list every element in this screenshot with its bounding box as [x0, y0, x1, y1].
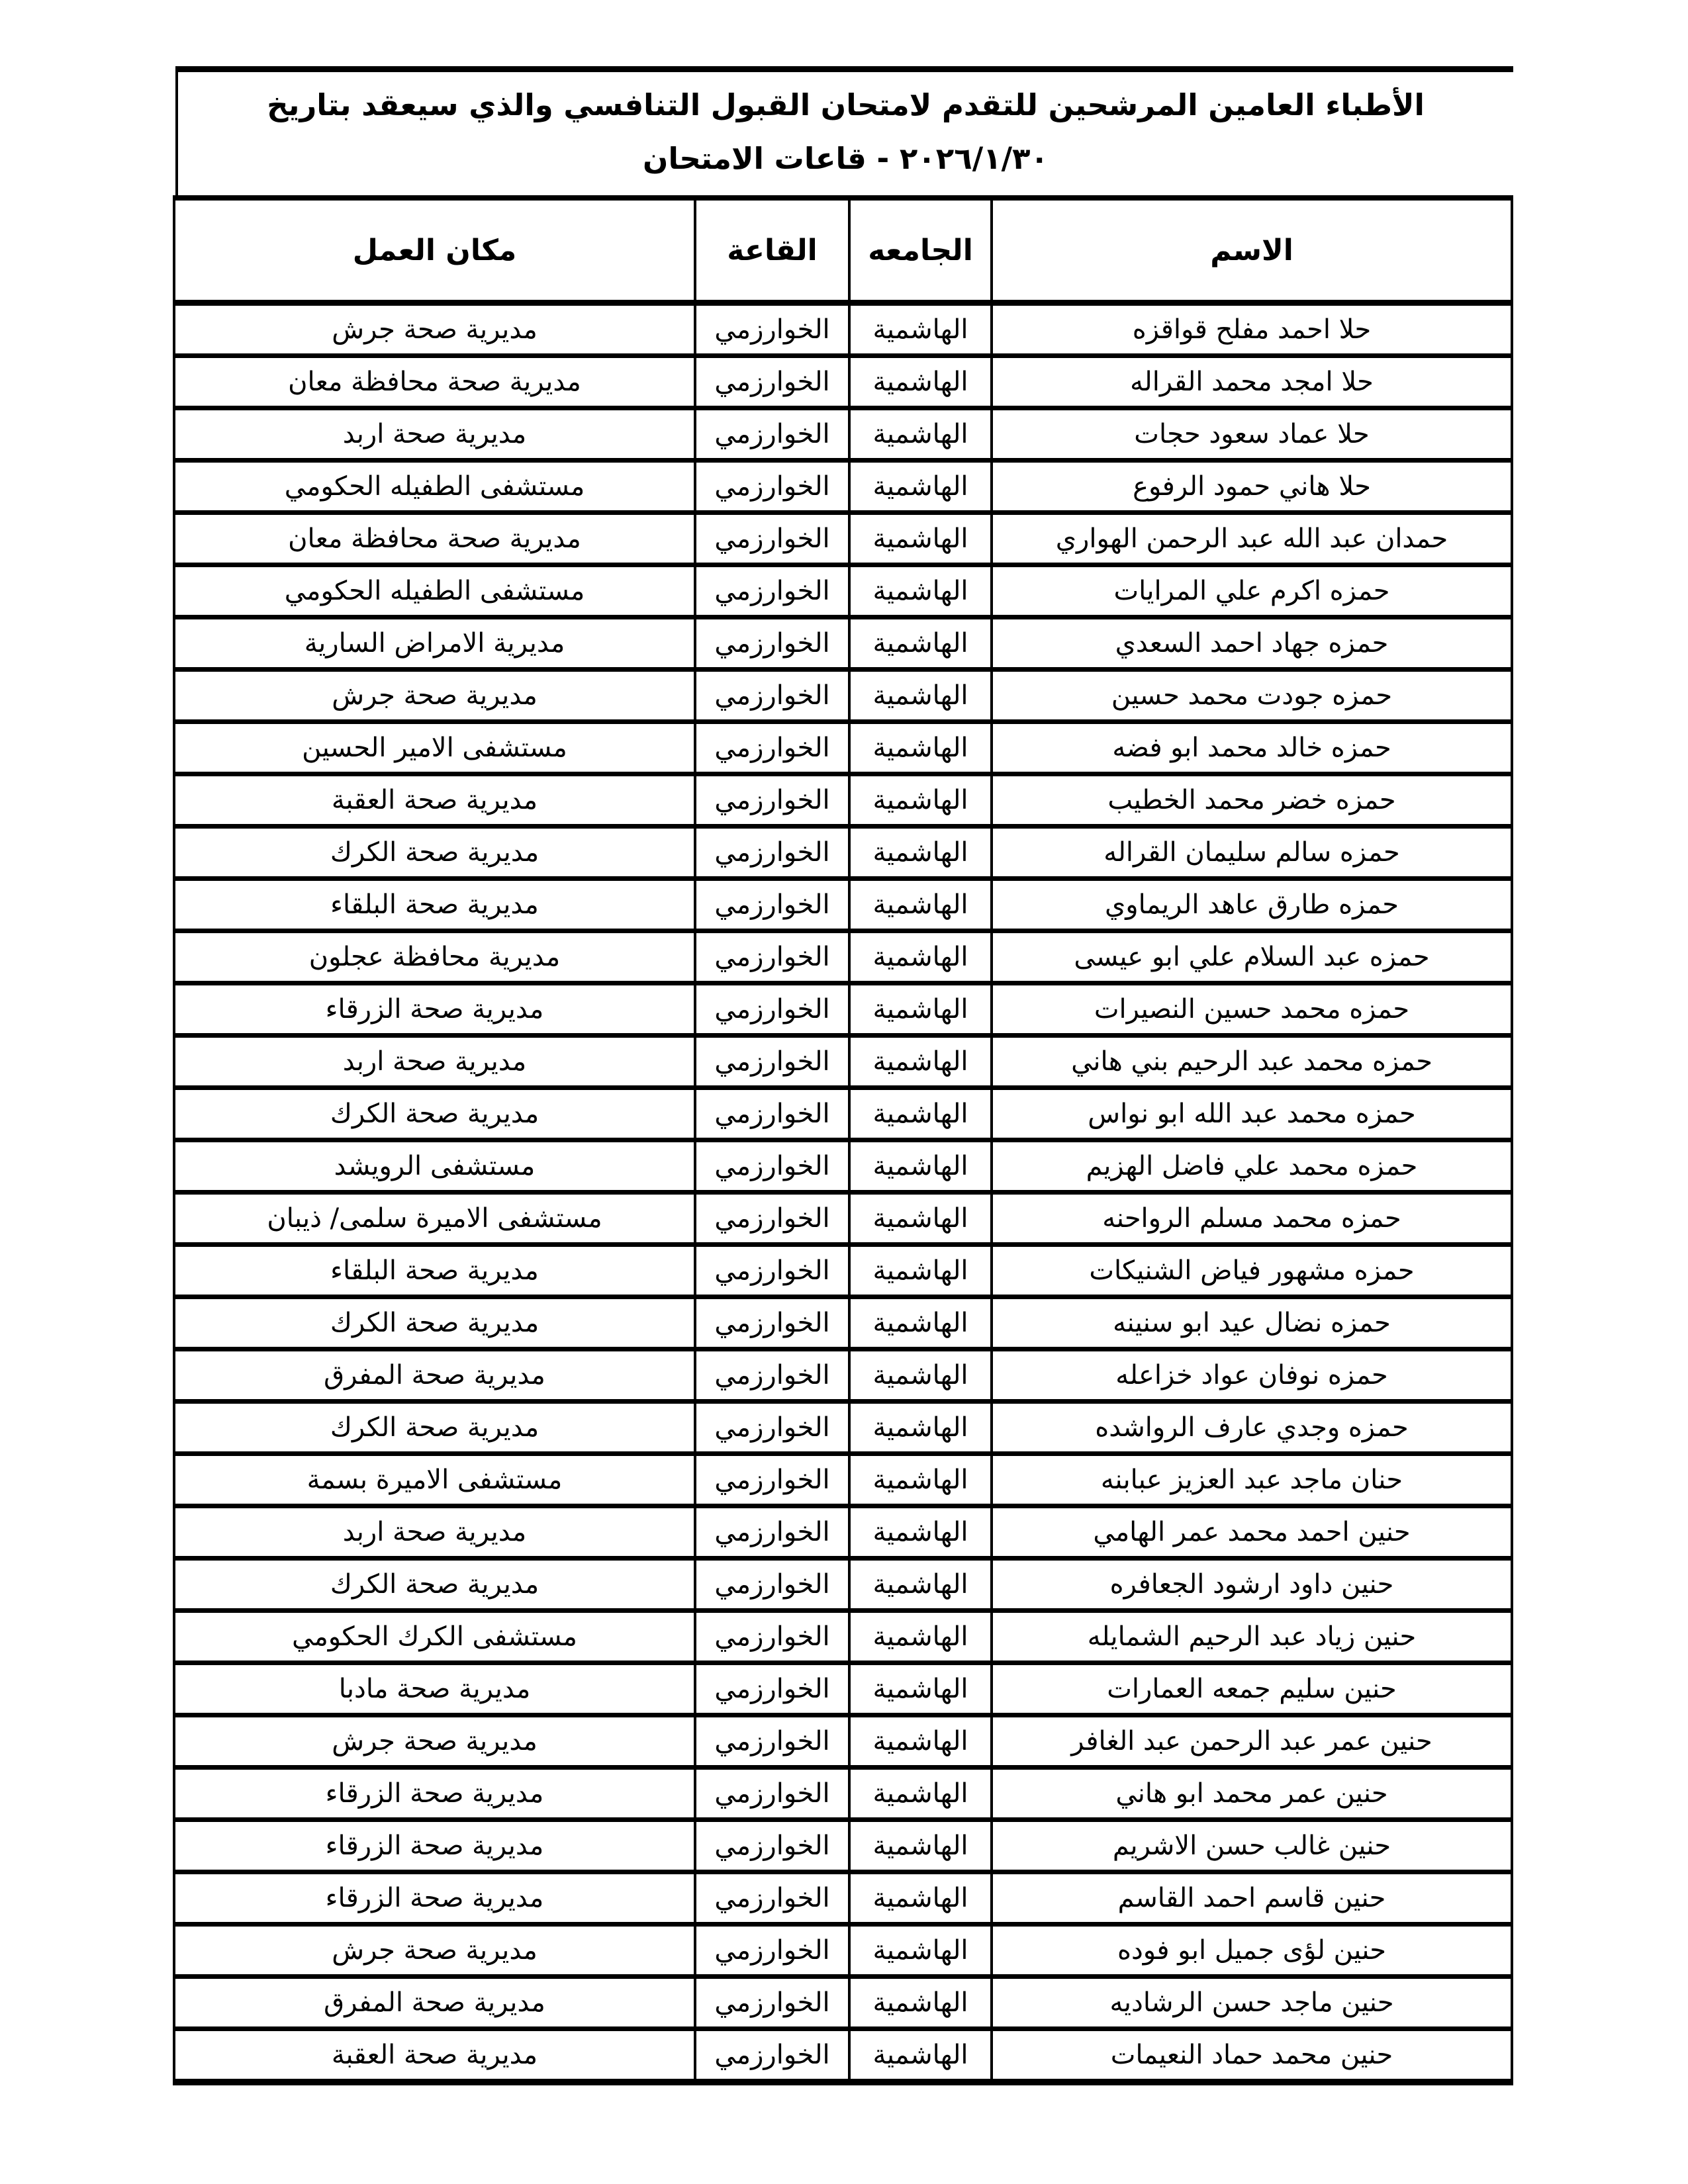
workplace-cell: مديرية صحة جرش: [174, 1925, 695, 1977]
workplace-cell: مديرية صحة الكرك: [174, 1088, 695, 1140]
table-row: [174, 1872, 1512, 1925]
name-cell: حمزه خالد محمد ابو فضه: [992, 722, 1512, 774]
name-cell: حنين احمد محمد عمر الهامي: [992, 1506, 1512, 1559]
workplace-cell: مستشفى الكرك الحكومي: [174, 1611, 695, 1663]
workplace-cell: مديرية صحة الزرقاء: [174, 1768, 695, 1820]
name-cell: حمزه طارق عاهد الريماوي: [992, 879, 1512, 931]
workplace-cell: مديرية صحة الزرقاء: [174, 1820, 695, 1872]
hall-cell: الخوارزمي: [695, 565, 849, 617]
university-cell: الهاشمية: [849, 1768, 992, 1820]
name-cell: حلا امجد محمد القراله: [992, 356, 1512, 408]
hall-cell: الخوارزمي: [695, 1715, 849, 1768]
university-cell: الهاشمية: [849, 1245, 992, 1297]
university-cell: الهاشمية: [849, 303, 992, 356]
university-cell: الهاشمية: [849, 1088, 992, 1140]
table-row: [174, 461, 1512, 513]
name-cell: حنين عمر محمد ابو هاني: [992, 1768, 1512, 1820]
name-cell: حمزه محمد حسين النصيرات: [992, 983, 1512, 1036]
table-row: [174, 408, 1512, 461]
name-cell: حمزه محمد عبد الرحيم بني هاني: [992, 1036, 1512, 1088]
hall-cell: الخوارزمي: [695, 827, 849, 879]
hall-cell: الخوارزمي: [695, 617, 849, 670]
hall-cell: الخوارزمي: [695, 1036, 849, 1088]
workplace-cell: مديرية صحة الكرك: [174, 827, 695, 879]
workplace-cell: مستشفى الاميرة سلمى/ ذيبان: [174, 1193, 695, 1245]
table-row: [174, 2029, 1512, 2083]
column-header-university: الجامعه: [849, 198, 992, 303]
name-cell: حنين غالب حسن الاشريم: [992, 1820, 1512, 1872]
hall-cell: الخوارزمي: [695, 722, 849, 774]
university-cell: الهاشمية: [849, 931, 992, 983]
table-row: [174, 513, 1512, 565]
university-cell: الهاشمية: [849, 1506, 992, 1559]
table-row: [174, 1715, 1512, 1768]
workplace-cell: مستشفى الرويشد: [174, 1140, 695, 1193]
workplace-cell: مديرية صحة البلقاء: [174, 879, 695, 931]
name-cell: حنين عمر عبد الرحمن عبد الغافر: [992, 1715, 1512, 1768]
column-header-workplace: مكان العمل: [174, 198, 695, 303]
university-cell: الهاشمية: [849, 722, 992, 774]
table-row: [174, 1454, 1512, 1506]
workplace-cell: مديرية صحة محافظة معان: [174, 513, 695, 565]
university-cell: الهاشمية: [849, 1140, 992, 1193]
workplace-cell: مستشفى الاميرة بسمة: [174, 1454, 695, 1506]
university-cell: الهاشمية: [849, 1715, 992, 1768]
table-row: [174, 1977, 1512, 2029]
university-cell: الهاشمية: [849, 774, 992, 827]
workplace-cell: مديرية صحة محافظة معان: [174, 356, 695, 408]
university-cell: الهاشمية: [849, 1925, 992, 1977]
table-row: [174, 1036, 1512, 1088]
hall-cell: الخوارزمي: [695, 774, 849, 827]
name-cell: حنان ماجد عبد العزيز عبابنه: [992, 1454, 1512, 1506]
name-cell: حمزه مشهور فياض الشنيكات: [992, 1245, 1512, 1297]
hall-cell: الخوارزمي: [695, 356, 849, 408]
hall-cell: الخوارزمي: [695, 1349, 849, 1402]
university-cell: الهاشمية: [849, 1036, 992, 1088]
table-row: [174, 1349, 1512, 1402]
name-cell: حمزه محمد علي فاضل الهزيم: [992, 1140, 1512, 1193]
table-row: [174, 827, 1512, 879]
university-cell: الهاشمية: [849, 408, 992, 461]
hall-cell: الخوارزمي: [695, 1297, 849, 1349]
university-cell: الهاشمية: [849, 356, 992, 408]
workplace-cell: مديرية صحة جرش: [174, 1715, 695, 1768]
university-cell: الهاشمية: [849, 513, 992, 565]
table-row: [174, 1245, 1512, 1297]
hall-cell: الخوارزمي: [695, 513, 849, 565]
workplace-cell: مديرية صحة الكرك: [174, 1559, 695, 1611]
column-header-hall: القاعة: [695, 198, 849, 303]
workplace-cell: مديرية صحة العقبة: [174, 774, 695, 827]
university-cell: الهاشمية: [849, 1559, 992, 1611]
university-cell: الهاشمية: [849, 2029, 992, 2083]
university-cell: الهاشمية: [849, 1349, 992, 1402]
document-title: الأطباء العامين المرشحين للتقدم لامتحان القبول التنافسي والذي سيعقد بتاريخ ٢٠٢٦/١/٣٠ - قاعات الامتحان: [175, 66, 1513, 195]
hall-cell: الخوارزمي: [695, 1611, 849, 1663]
university-cell: الهاشمية: [849, 1297, 992, 1349]
name-cell: حمزه محمد مسلم الرواحنه: [992, 1193, 1512, 1245]
workplace-cell: مديرية صحة الزرقاء: [174, 1872, 695, 1925]
hall-cell: الخوارزمي: [695, 983, 849, 1036]
university-cell: الهاشمية: [849, 1663, 992, 1715]
workplace-cell: مديرية صحة مادبا: [174, 1663, 695, 1715]
name-cell: حمزه نوفان عواد خزاعله: [992, 1349, 1512, 1402]
workplace-cell: مستشفى الطفيله الحكومي: [174, 461, 695, 513]
document-content: [175, 66, 1513, 2085]
university-cell: الهاشمية: [849, 1611, 992, 1663]
hall-cell: الخوارزمي: [695, 1925, 849, 1977]
hall-cell: الخوارزمي: [695, 1559, 849, 1611]
university-cell: الهاشمية: [849, 1193, 992, 1245]
university-cell: الهاشمية: [849, 617, 992, 670]
university-cell: الهاشمية: [849, 461, 992, 513]
hall-cell: الخوارزمي: [695, 1140, 849, 1193]
university-cell: الهاشمية: [849, 827, 992, 879]
table-row: [174, 1140, 1512, 1193]
workplace-cell: مديرية صحة جرش: [174, 303, 695, 356]
table-row: [174, 356, 1512, 408]
hall-cell: الخوارزمي: [695, 1977, 849, 2029]
hall-cell: الخوارزمي: [695, 1402, 849, 1454]
hall-cell: الخوارزمي: [695, 931, 849, 983]
hall-cell: الخوارزمي: [695, 879, 849, 931]
hall-cell: الخوارزمي: [695, 1245, 849, 1297]
workplace-cell: مديرية صحة الكرك: [174, 1297, 695, 1349]
table-row: [174, 1768, 1512, 1820]
workplace-cell: مديرية الامراض السارية: [174, 617, 695, 670]
name-cell: حنين زياد عبد الرحيم الشمايله: [992, 1611, 1512, 1663]
table-row: [174, 931, 1512, 983]
table-row: [174, 1663, 1512, 1715]
hall-cell: الخوارزمي: [695, 1454, 849, 1506]
table-row: [174, 617, 1512, 670]
workplace-cell: مديرية محافظة عجلون: [174, 931, 695, 983]
workplace-cell: مديرية صحة اربد: [174, 1036, 695, 1088]
table-row: [174, 1925, 1512, 1977]
table-row: [174, 1297, 1512, 1349]
table-row: [174, 1088, 1512, 1140]
university-cell: الهاشمية: [849, 879, 992, 931]
workplace-cell: مديرية صحة اربد: [174, 1506, 695, 1559]
workplace-cell: مديرية صحة البلقاء: [174, 1245, 695, 1297]
name-cell: حمزه سالم سليمان القراله: [992, 827, 1512, 879]
name-cell: حمزه نضال عيد ابو سنينه: [992, 1297, 1512, 1349]
name-cell: حمزه عبد السلام علي ابو عيسى: [992, 931, 1512, 983]
table-row: [174, 983, 1512, 1036]
workplace-cell: مديرية صحة المفرق: [174, 1349, 695, 1402]
table-row: [174, 1193, 1512, 1245]
name-cell: حمزه جودت محمد حسين: [992, 670, 1512, 722]
column-header-name: الاسم: [992, 198, 1512, 303]
university-cell: الهاشمية: [849, 1820, 992, 1872]
table-row: [174, 670, 1512, 722]
name-cell: حلا احمد مفلح قواقزه: [992, 303, 1512, 356]
hall-cell: الخوارزمي: [695, 461, 849, 513]
workplace-cell: مديرية صحة المفرق: [174, 1977, 695, 2029]
workplace-cell: مستشفى الامير الحسين: [174, 722, 695, 774]
table-row: [174, 774, 1512, 827]
workplace-cell: مديرية صحة العقبة: [174, 2029, 695, 2083]
university-cell: الهاشمية: [849, 983, 992, 1036]
hall-cell: الخوارزمي: [695, 1088, 849, 1140]
hall-cell: الخوارزمي: [695, 1768, 849, 1820]
hall-cell: الخوارزمي: [695, 1820, 849, 1872]
table-row: [174, 722, 1512, 774]
name-cell: حمزه محمد عبد الله ابو نواس: [992, 1088, 1512, 1140]
name-cell: حنين قاسم احمد القاسم: [992, 1872, 1512, 1925]
hall-cell: الخوارزمي: [695, 408, 849, 461]
table-row: [174, 303, 1512, 356]
name-cell: حمدان عبد الله عبد الرحمن الهواري: [992, 513, 1512, 565]
hall-cell: الخوارزمي: [695, 670, 849, 722]
university-cell: الهاشمية: [849, 1872, 992, 1925]
name-cell: حمزه اكرم علي المرايات: [992, 565, 1512, 617]
university-cell: الهاشمية: [849, 1454, 992, 1506]
table-row: [174, 1611, 1512, 1663]
name-cell: حلا هاني حمود الرفوع: [992, 461, 1512, 513]
name-cell: حمزه جهاد احمد السعدي: [992, 617, 1512, 670]
hall-cell: الخوارزمي: [695, 1506, 849, 1559]
name-cell: حلا عماد سعود حجات: [992, 408, 1512, 461]
name-cell: حنين محمد حماد النعيمات: [992, 2029, 1512, 2083]
table-row: [174, 1559, 1512, 1611]
workplace-cell: مديرية صحة اربد: [174, 408, 695, 461]
workplace-cell: مستشفى الطفيله الحكومي: [174, 565, 695, 617]
university-cell: الهاشمية: [849, 565, 992, 617]
hall-cell: الخوارزمي: [695, 303, 849, 356]
table-row: [174, 1820, 1512, 1872]
name-cell: حمزه وجدي عارف الرواشده: [992, 1402, 1512, 1454]
name-cell: حنين داود ارشود الجعافره: [992, 1559, 1512, 1611]
hall-cell: الخوارزمي: [695, 2029, 849, 2083]
table-header-row: [174, 198, 1512, 303]
candidates-table: [173, 195, 1513, 2085]
university-cell: الهاشمية: [849, 1402, 992, 1454]
table-row: [174, 1506, 1512, 1559]
workplace-cell: مديرية صحة جرش: [174, 670, 695, 722]
table-row: [174, 879, 1512, 931]
university-cell: الهاشمية: [849, 1977, 992, 2029]
table-body: [174, 303, 1512, 2083]
hall-cell: الخوارزمي: [695, 1193, 849, 1245]
name-cell: حنين سليم جمعه العمارات: [992, 1663, 1512, 1715]
workplace-cell: مديرية صحة الزرقاء: [174, 983, 695, 1036]
university-cell: الهاشمية: [849, 670, 992, 722]
workplace-cell: مديرية صحة الكرك: [174, 1402, 695, 1454]
hall-cell: الخوارزمي: [695, 1663, 849, 1715]
name-cell: حنين ماجد حسن الرشاديه: [992, 1977, 1512, 2029]
table-row: [174, 565, 1512, 617]
hall-cell: الخوارزمي: [695, 1872, 849, 1925]
name-cell: حمزه خضر محمد الخطيب: [992, 774, 1512, 827]
name-cell: حنين لؤى جميل ابو فوده: [992, 1925, 1512, 1977]
table-row: [174, 1402, 1512, 1454]
